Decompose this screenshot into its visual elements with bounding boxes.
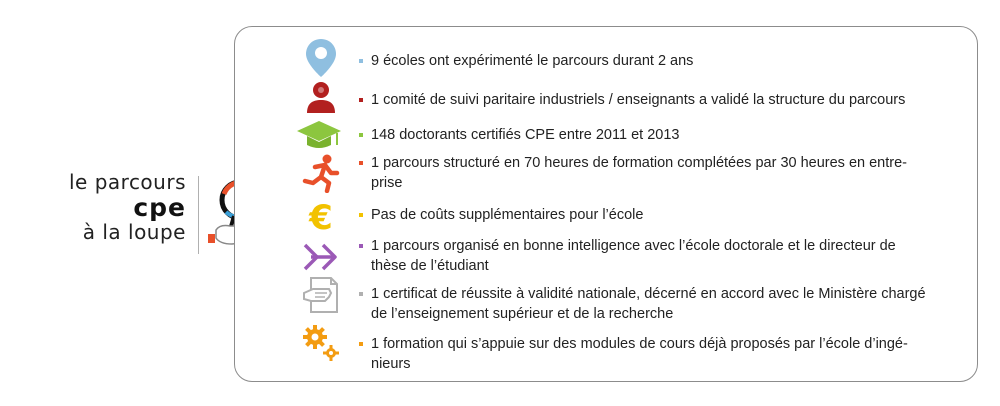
logo-line-3: à la loupe	[82, 220, 186, 244]
logo-divider	[198, 176, 199, 254]
item-text: 1 formation qui s’appuie sur des modules de cours déjà proposés par l’école d’ingé- nieurs	[371, 336, 908, 372]
bullet	[359, 59, 363, 63]
item-text: 1 parcours organisé en bonne intelligence avec l’école doctorale et le directeur de thèse de l’étudiant	[371, 238, 896, 274]
bullet	[359, 133, 363, 137]
bullet	[359, 98, 363, 102]
svg-text:€: €	[309, 198, 333, 237]
bullet	[359, 161, 363, 165]
location-pin-icon	[301, 37, 341, 77]
item-text: 1 certificat de réussite à validité nationale, décerné en accord avec le Ministère chargé de l’enseignement supérieur et de la recherche	[371, 286, 926, 322]
logo-wordmark	[26, 170, 186, 245]
gears-icon	[301, 323, 341, 363]
bullet	[359, 213, 363, 217]
logo-line-1: le parcours	[68, 170, 186, 194]
euro-icon	[301, 197, 341, 237]
facts-panel	[234, 26, 978, 382]
bullet	[359, 342, 363, 346]
item-text: 9 écoles ont expérimenté le parcours durant 2 ans	[371, 53, 694, 69]
bullet	[359, 292, 363, 296]
item-text: Pas de coûts supplémentaires pour l’école	[371, 207, 644, 223]
bullet	[359, 244, 363, 248]
item-text: 1 parcours structuré en 70 heures de formation complétées par 30 heures en entre- prise	[371, 155, 907, 191]
item-text: 1 comité de suivi paritaire industriels / enseignants a validé la structure du parcours	[371, 92, 906, 108]
graduation-cap-icon	[295, 115, 343, 155]
users-icon	[301, 79, 341, 119]
runner-icon	[301, 153, 341, 193]
double-arrow-icon	[301, 237, 341, 277]
certificate-icon	[301, 275, 341, 315]
item-text: 148 doctorants certifiés CPE entre 2011 et 2013	[371, 127, 680, 143]
logo-line-2: cpe	[133, 193, 186, 222]
